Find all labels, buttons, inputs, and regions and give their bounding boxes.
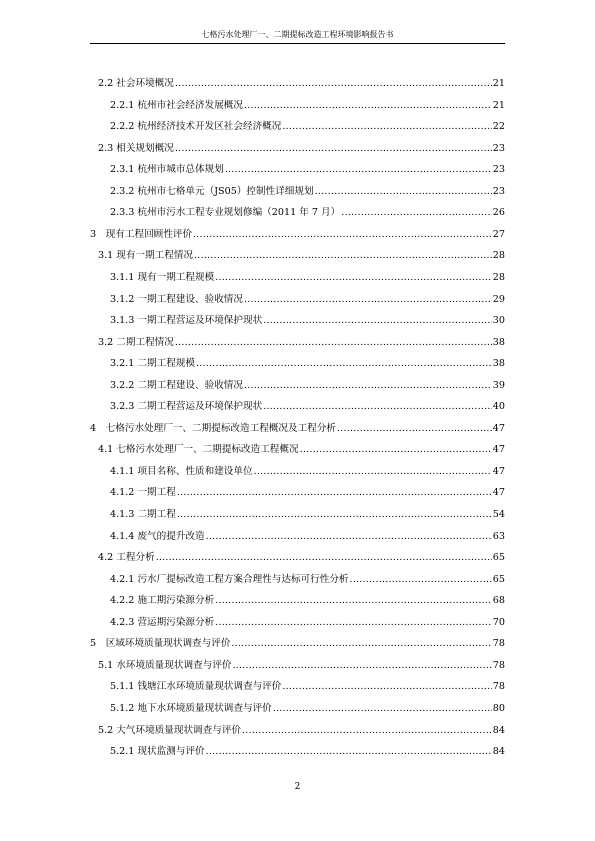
- toc-dot-leader: [231, 638, 491, 650]
- toc-entry-page: 84: [492, 724, 505, 736]
- toc-dot-leader: [341, 207, 492, 219]
- toc-entry-level-1[interactable]: [90, 636, 505, 650]
- toc-entry-level-3[interactable]: [110, 507, 505, 521]
- toc-entry-title: 3.2.3 二期工程营运及环境保护现状: [110, 401, 263, 413]
- toc-dot-leader: [196, 358, 492, 370]
- toc-entry-page: 47: [492, 444, 505, 456]
- toc-entry-page: 29: [492, 293, 505, 305]
- toc-dot-leader: [242, 725, 492, 737]
- toc-entry-level-3[interactable]: [110, 119, 505, 133]
- toc-dot-leader: [206, 746, 492, 758]
- toc-entry-level-3[interactable]: [110, 399, 505, 413]
- toc-dot-leader: [193, 229, 492, 241]
- toc-entry-level-3[interactable]: [110, 485, 505, 499]
- toc-entry-title: 5.1 水环境质量现状调查与评价: [98, 659, 232, 671]
- toc-dot-leader: [263, 401, 492, 413]
- toc-dot-leader: [175, 143, 492, 155]
- toc-entry-level-2[interactable]: [98, 550, 505, 564]
- toc-dot-leader: [263, 315, 492, 327]
- toc-entry-title: 2.3 相关规划概况: [98, 142, 174, 154]
- toc-entry-level-3[interactable]: [110, 378, 505, 392]
- toc-dot-leader: [244, 100, 492, 112]
- toc-entry-title: 4.1 七格污水处理厂一、二期提标改造工程概况: [98, 444, 299, 456]
- toc-entry-level-3[interactable]: [110, 744, 505, 758]
- toc-entry-page: 30: [492, 315, 505, 327]
- toc-entry-title: 5.1.1 钱塘江水环境质量现状调查与评价: [110, 681, 282, 693]
- toc-entry-page: 47: [492, 465, 505, 477]
- toc-dot-leader: [350, 574, 492, 586]
- toc-entry-level-3[interactable]: [110, 162, 505, 176]
- toc-entry-title: 2.2.1 杭州市社会经济发展概况: [110, 99, 243, 111]
- toc-entry-title: 3.1 现有一期工程情况: [98, 250, 194, 262]
- toc-entry-title: 4.1.2 一期工程: [110, 487, 176, 499]
- toc-entry-page: 78: [492, 638, 505, 650]
- page-number: 2: [294, 782, 301, 792]
- toc-entry-title: 2.3.2 杭州市七格单元（JS05）控制性详细规划: [110, 185, 314, 197]
- toc-entry-title: 4.2.3 营运期污染源分析: [110, 616, 215, 628]
- toc-entry-page: 47: [492, 422, 505, 434]
- toc-entry-page: 28: [492, 250, 505, 262]
- toc-entry-title: 5.1.2 地下水环境质量现状调查与评价: [110, 702, 272, 714]
- toc-entry-level-2[interactable]: [98, 442, 505, 456]
- toc-entry-level-3[interactable]: [110, 464, 505, 478]
- toc-entry-title: 2.2 社会环境概况: [98, 78, 174, 89]
- toc-dot-leader: [225, 164, 492, 176]
- toc-entry-title: 4.1.3 二期工程: [110, 509, 176, 520]
- toc-entry-title: 4.2.1 污水厂提标改造工程方案合理性与达标可行性分析: [110, 573, 349, 585]
- toc-entry-title: 5 区域环境质量现状调查与评价: [90, 638, 231, 650]
- toc-dot-leader: [282, 121, 491, 133]
- toc-entry-title: 3 现有工程回顾性评价: [90, 228, 193, 240]
- toc-entry-page: 26: [492, 207, 505, 219]
- toc-dot-leader: [232, 660, 491, 672]
- toc-entry-level-3[interactable]: [110, 205, 505, 219]
- toc-entry-title: 5.2 大气环境质量现状调查与评价: [98, 724, 242, 736]
- toc-dot-leader: [337, 423, 492, 435]
- toc-entry-title: 3.1.3 一期工程营运及环境保护现状: [110, 315, 263, 327]
- toc-entry-level-2[interactable]: [98, 335, 505, 349]
- toc-entry-page: 65: [492, 552, 505, 564]
- toc-entry-title: 2.3.3 杭州市污水工程专业规划修编（2011 年 7 月）: [110, 207, 341, 219]
- toc-entry-title: 3.1.1 现有一期工程规模: [110, 271, 215, 283]
- toc-entry-page: 27: [492, 228, 505, 240]
- header-title: 七格污水处理厂一、二期提标改造工程环境影响报告书: [201, 30, 394, 39]
- toc-entry-title: 4.2.2 施工期污染源分析: [110, 595, 215, 607]
- toc-dot-leader: [194, 250, 492, 262]
- toc-entry-page: 21: [492, 78, 505, 89]
- toc-entry-page: 38: [492, 336, 505, 348]
- toc-entry-title: 3.2 二期工程情况: [98, 336, 174, 348]
- toc-dot-leader: [215, 272, 492, 284]
- toc-entry-level-2[interactable]: [98, 723, 505, 737]
- toc-entry-page: 78: [492, 659, 505, 671]
- toc-dot-leader: [244, 294, 492, 306]
- header-rule: [90, 43, 505, 44]
- toc-entry-page: 68: [492, 595, 505, 607]
- toc-dot-leader: [244, 380, 492, 392]
- toc-entry-title: 4.1.1 项目名称、性质和建设单位: [110, 465, 253, 477]
- toc-dot-leader: [206, 531, 492, 543]
- toc-dot-leader: [273, 703, 492, 715]
- toc-dot-leader: [175, 337, 492, 349]
- toc-entry-level-2[interactable]: [98, 658, 505, 672]
- toc-entry-page: 78: [492, 681, 505, 693]
- toc-entry-level-3[interactable]: [110, 701, 505, 715]
- toc-entry-level-3[interactable]: [110, 98, 505, 112]
- toc-entry-title: 4 七格污水处理厂一、二期提标改造工程概况及工程分析: [90, 422, 336, 434]
- toc-dot-leader: [282, 681, 491, 693]
- toc-entry-page: 63: [492, 530, 505, 542]
- toc-entry-page: 80: [492, 702, 505, 714]
- toc-entry-page: 70: [492, 616, 505, 628]
- toc-entry-page: 21: [492, 99, 505, 111]
- toc-entry-level-2[interactable]: [98, 141, 505, 155]
- toc-entry-level-3[interactable]: [110, 270, 505, 284]
- toc-dot-leader: [315, 186, 492, 198]
- toc-dot-leader: [300, 444, 492, 456]
- toc-entry-level-3[interactable]: [110, 184, 505, 198]
- toc-entry-title: 5.2.1 现状监测与评价: [110, 746, 205, 758]
- toc-dot-leader: [215, 595, 492, 607]
- toc-entry-level-3[interactable]: [110, 615, 505, 629]
- toc-entry-page: 40: [492, 401, 505, 413]
- toc-entry-level-3[interactable]: [110, 313, 505, 327]
- toc-entry-page: 23: [492, 142, 505, 154]
- toc-entry-title: 2.3.1 杭州市城市总体规划: [110, 164, 224, 176]
- toc-dot-leader: [177, 509, 492, 521]
- toc-entry-level-2[interactable]: [98, 76, 505, 90]
- toc-dot-leader: [254, 466, 492, 478]
- toc-entry-level-3[interactable]: [110, 529, 505, 543]
- toc-entry-page: 23: [492, 185, 505, 197]
- toc-entry-title: 3.2.2 二期工程建设、验收情况: [110, 379, 243, 391]
- toc-entry-title: 4.1.4 废气的提升改造: [110, 530, 205, 542]
- toc-entry-page: 65: [492, 573, 505, 585]
- toc-entry-title: 3.1.2 一期工程建设、验收情况: [110, 293, 243, 305]
- toc-entry-title: 4.2 工程分析: [98, 552, 155, 564]
- toc-dot-leader: [175, 78, 492, 90]
- toc-dot-leader: [156, 552, 492, 564]
- toc-entry-level-1[interactable]: [90, 421, 505, 435]
- toc-dot-leader: [177, 487, 492, 499]
- toc-entry-page: 28: [492, 271, 505, 283]
- toc-entry-page: 39: [492, 379, 505, 391]
- toc-entry-level-3[interactable]: [110, 356, 505, 370]
- toc-entry-page: 54: [492, 509, 505, 520]
- toc-entry-level-3[interactable]: [110, 292, 505, 306]
- toc-entry-page: 38: [492, 358, 505, 370]
- toc-entry-level-3[interactable]: [110, 572, 505, 586]
- toc-entry-level-2[interactable]: [98, 248, 505, 262]
- toc-entry-level-1[interactable]: [90, 227, 505, 241]
- toc-entry-title: 2.2.2 杭州经济技术开发区社会经济概况: [110, 121, 282, 133]
- toc-entry-page: 47: [492, 487, 505, 499]
- toc-entry-page: 22: [492, 121, 505, 133]
- toc-entry-title: 3.2.1 二期工程规模: [110, 358, 196, 370]
- toc-entry-level-3[interactable]: [110, 679, 505, 693]
- toc-entry-level-3[interactable]: [110, 593, 505, 607]
- toc-dot-leader: [215, 617, 492, 629]
- toc-entry-page: 84: [492, 746, 505, 758]
- toc-entry-page: 23: [492, 164, 505, 176]
